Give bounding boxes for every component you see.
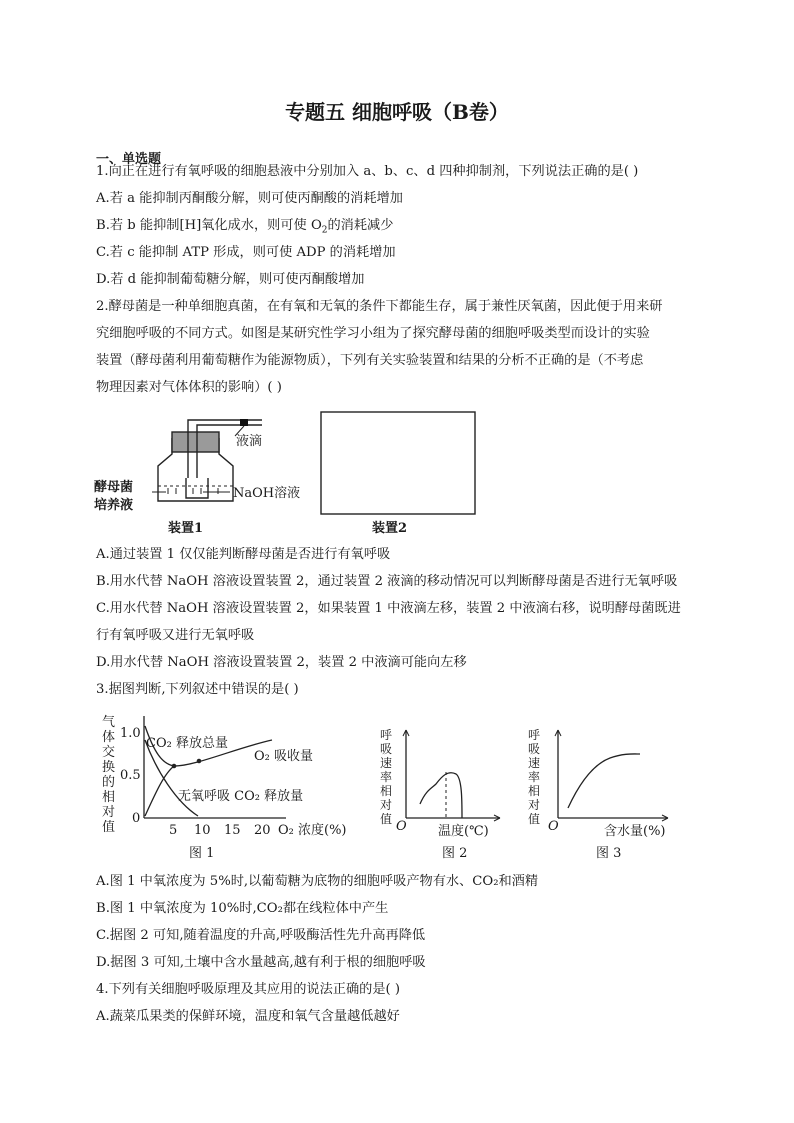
fig1-ytick: 1.0 [120,726,141,741]
fig2-ylabel-char: 速 [380,756,393,770]
fig1-xtick: 5 [169,823,178,838]
section-heading: 一、单选题 [96,152,162,167]
fig3-xlabel: 含水量(%) [604,824,666,839]
q3-figure-3 [524,720,684,862]
q2-option-b: B.用水代替 NaOH 溶液设置装置 2，通过装置 2 液滴的移动情况可以判断酵母菌是否进行无氧呼吸 [96,574,678,589]
q4-stem: 4.下列有关细胞呼吸原理及其应用的说法正确的是( ) [96,982,400,997]
q2-option-c-line-2: 行有氧呼吸又进行无氧呼吸 [96,628,255,643]
fig3-ylabel [528,728,540,826]
q1-option-b-sub: 2 [321,225,328,236]
apparatus-2-label: 装置2 [372,521,408,536]
q1-option-c: C.若 c 能抑制 ATP 形成，则可使 ADP 的消耗增加 [96,245,396,260]
fig2-ylabel-char: 相 [380,784,393,798]
fig1-point-5 [172,764,177,769]
page-title: 专题五 细胞呼吸（B卷） [285,100,509,124]
q2-option-d: D.用水代替 NaOH 溶液设置装置 2，装置 2 中液滴可能向左移 [96,655,467,670]
fig3-ylabel-char: 吸 [528,742,541,756]
fig1-xtick: 10 [194,823,211,838]
fig1-ylabel-char: 值 [102,820,116,835]
liquid-drop-label: 液滴 [236,434,263,449]
fig2-ylabel-char: 呼 [380,728,393,742]
q1-stem: 1.向正在进行有氧呼吸的细胞悬液中分别加入 a、b、c、d 四种抑制剂，下列说法正确的是( ) [96,164,639,179]
fig1-ylabel-char: 气 [102,715,116,730]
fig1-point-10 [197,759,202,764]
fig1-ytick: 0.5 [120,768,141,783]
q3-option-c: C.据图 2 可知,随着温度的升高,呼吸酶活性先升高再降低 [96,928,426,943]
apparatus-2-box [321,412,475,514]
q1-option-d: D.若 d 能抑制葡萄糖分解，则可使丙酮酸增加 [96,272,365,287]
fig2-origin: O [396,819,407,834]
fig1-ytick: 0 [132,811,141,826]
liquid-drop-mark [240,419,248,426]
fig3-origin: O [548,819,559,834]
q1-option-a: A.若 a 能抑制丙酮酸分解，则可使丙酮酸的消耗增加 [96,191,403,206]
fig2-ylabel-char: 吸 [380,742,393,756]
fig2-xlabel: 温度(℃) [438,824,489,839]
q2-option-c-line-1: C.用水代替 NaOH 溶液设置装置 2，如果装置 1 中液滴左移，装置 2 中液滴右移，说明酵母菌既进 [96,601,681,616]
fig1-ylabel [102,715,115,835]
fig2-ylabel-char: 值 [380,812,393,826]
apparatus-1-label: 装置1 [168,521,204,536]
fig3-ylabel-char: 相 [528,784,541,798]
yeast-label-2: 培养液 [94,498,134,513]
fig1-ylabel-char: 换 [102,760,116,775]
fig1-label-co2-total: CO₂ 释放总量 [146,736,228,751]
fig1-xtick: 20 [254,823,271,838]
inner-beaker [186,478,208,498]
q1-option-b-text: B.若 b 能抑制[H]氧化成水，则可使 O [96,218,322,233]
q3-option-d: D.据图 3 可知,土壤中含水量越高,越有利于根的细胞呼吸 [96,955,426,970]
fig3-ylabel-char: 值 [528,812,541,826]
fig2-ylabel [380,728,392,826]
fig2-caption: 图 2 [442,846,468,861]
fig1-ylabel-char: 交 [102,745,116,760]
fig1-ylabel-char: 的 [102,775,116,790]
fig1-ylabel-char: 体 [102,730,116,745]
q3-stem: 3.据图判断,下列叙述中错误的是( ) [96,682,299,697]
q2-option-a: A.通过装置 1 仅仅能判断酵母菌是否进行有氧呼吸 [96,547,391,562]
q1-option-b [96,216,393,241]
q4-option-a: A.蔬菜瓜果类的保鲜环境，温度和氧气含量越低越好 [96,1009,400,1024]
fig1-xlabel: O₂ 浓度(%) [278,823,347,838]
fig3-ylabel-char: 对 [528,798,541,812]
q2-stem-line-2: 究细胞呼吸的不同方式。如图是某研究性学习小组为了探究酵母菌的细胞呼吸类型而设计的实验 [96,326,650,341]
fig3-caption: 图 3 [596,846,622,861]
q3-option-a: A.图 1 中氧浓度为 5%时,以葡萄糖为底物的细胞呼吸产物有水、CO₂和酒精 [96,874,539,889]
q2-apparatus-figure [90,408,510,543]
fig1-label-anaerobic: 无氧呼吸 CO₂ 释放量 [178,789,304,804]
q3-option-b: B.图 1 中氧浓度为 10%时,CO₂都在线粒体中产生 [96,901,389,916]
fig2-curve [420,773,462,818]
q1-option-b-tail: 的消耗减少 [327,218,394,233]
fig3-ylabel-char: 速 [528,756,541,770]
fig1-xtick: 15 [224,823,241,838]
fig3-ylabel-char: 呼 [528,728,541,742]
fig2-ylabel-char: 率 [380,770,393,784]
fig1-ylabel-char: 相 [102,790,116,805]
fig1-ylabel-char: 对 [102,805,116,820]
q3-figure-1 [96,712,366,862]
fig3-curve [568,754,640,808]
q2-stem-line-1: 2.酵母菌是一种单细胞真菌，在有氧和无氧的条件下都能生存，属于兼性厌氧菌，因此便于用来研 [96,299,663,314]
naoh-label: NaOH溶液 [233,486,301,501]
fig1-curve-o2-uptake [145,766,174,816]
flask-stopper [172,432,219,452]
yeast-label-1: 酵母菌 [94,480,134,495]
fig1-caption: 图 1 [189,846,215,861]
fig2-ylabel-char: 对 [380,798,393,812]
q2-stem-line-3: 装置（酵母菌利用葡萄糖作为能源物质），下列有关实验装置和结果的分析不正确的是（不考虑 [96,353,644,368]
q2-stem-line-4: 物理因素对气体体积的影响）( ) [96,380,282,395]
fig3-ylabel-char: 率 [528,770,541,784]
q3-figure-2 [376,720,516,862]
fig1-curve-anaerobic-co2 [145,740,198,816]
fig1-label-o2: O₂ 吸收量 [254,749,314,764]
